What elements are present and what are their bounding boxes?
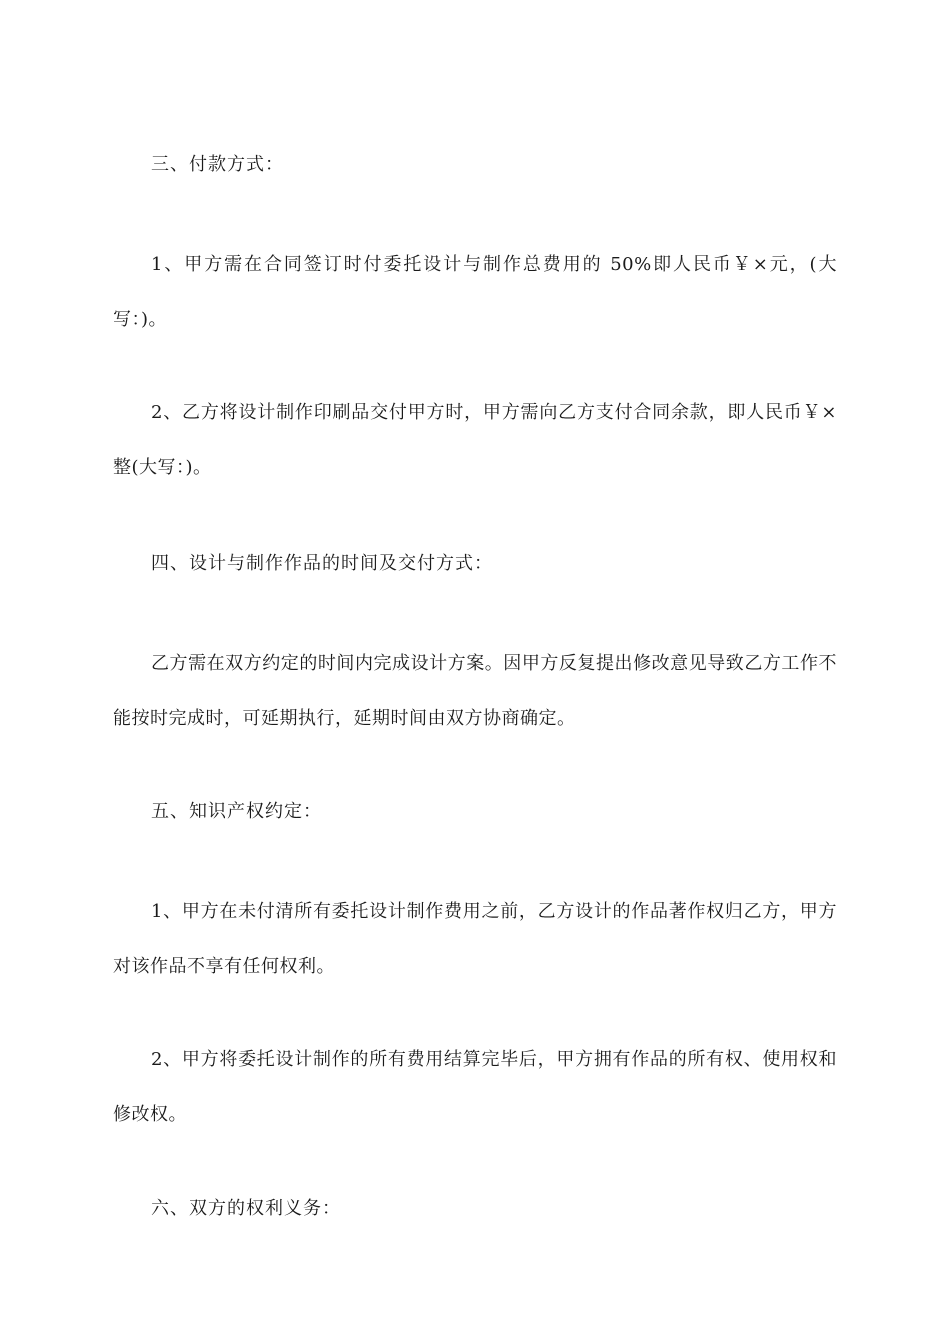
section-heading-rights: 六、双方的权利义务：: [151, 1198, 341, 1219]
paragraph-payment-1: 1、甲方需在合同签订时付委托设计与制作总费用的 50%即人民币￥×元，(大写：)。: [113, 254, 837, 330]
paragraph-delivery-1: 乙方需在双方约定的时间内完成设计方案。因甲方反复提出修改意见导致乙方工作不能按时完成时，可延期执行，延期时间由双方协商确定。: [113, 653, 837, 729]
paragraph-payment-2: 2、乙方将设计制作印刷品交付甲方时，甲方需向乙方支付合同余款，即人民币￥×整(大写：)。: [113, 402, 837, 478]
section-heading-delivery: 四、设计与制作作品的时间及交付方式：: [151, 553, 493, 574]
paragraph-ip-2: 2、甲方将委托设计制作的所有费用结算完毕后，甲方拥有作品的所有权、使用权和修改权。: [113, 1049, 837, 1125]
section-heading-payment: 三、付款方式：: [151, 154, 284, 175]
section-heading-ip: 五、知识产权约定：: [151, 801, 322, 822]
paragraph-ip-1: 1、甲方在未付清所有委托设计制作费用之前，乙方设计的作品著作权归乙方，甲方对该作品不享有任何权利。: [113, 901, 837, 977]
